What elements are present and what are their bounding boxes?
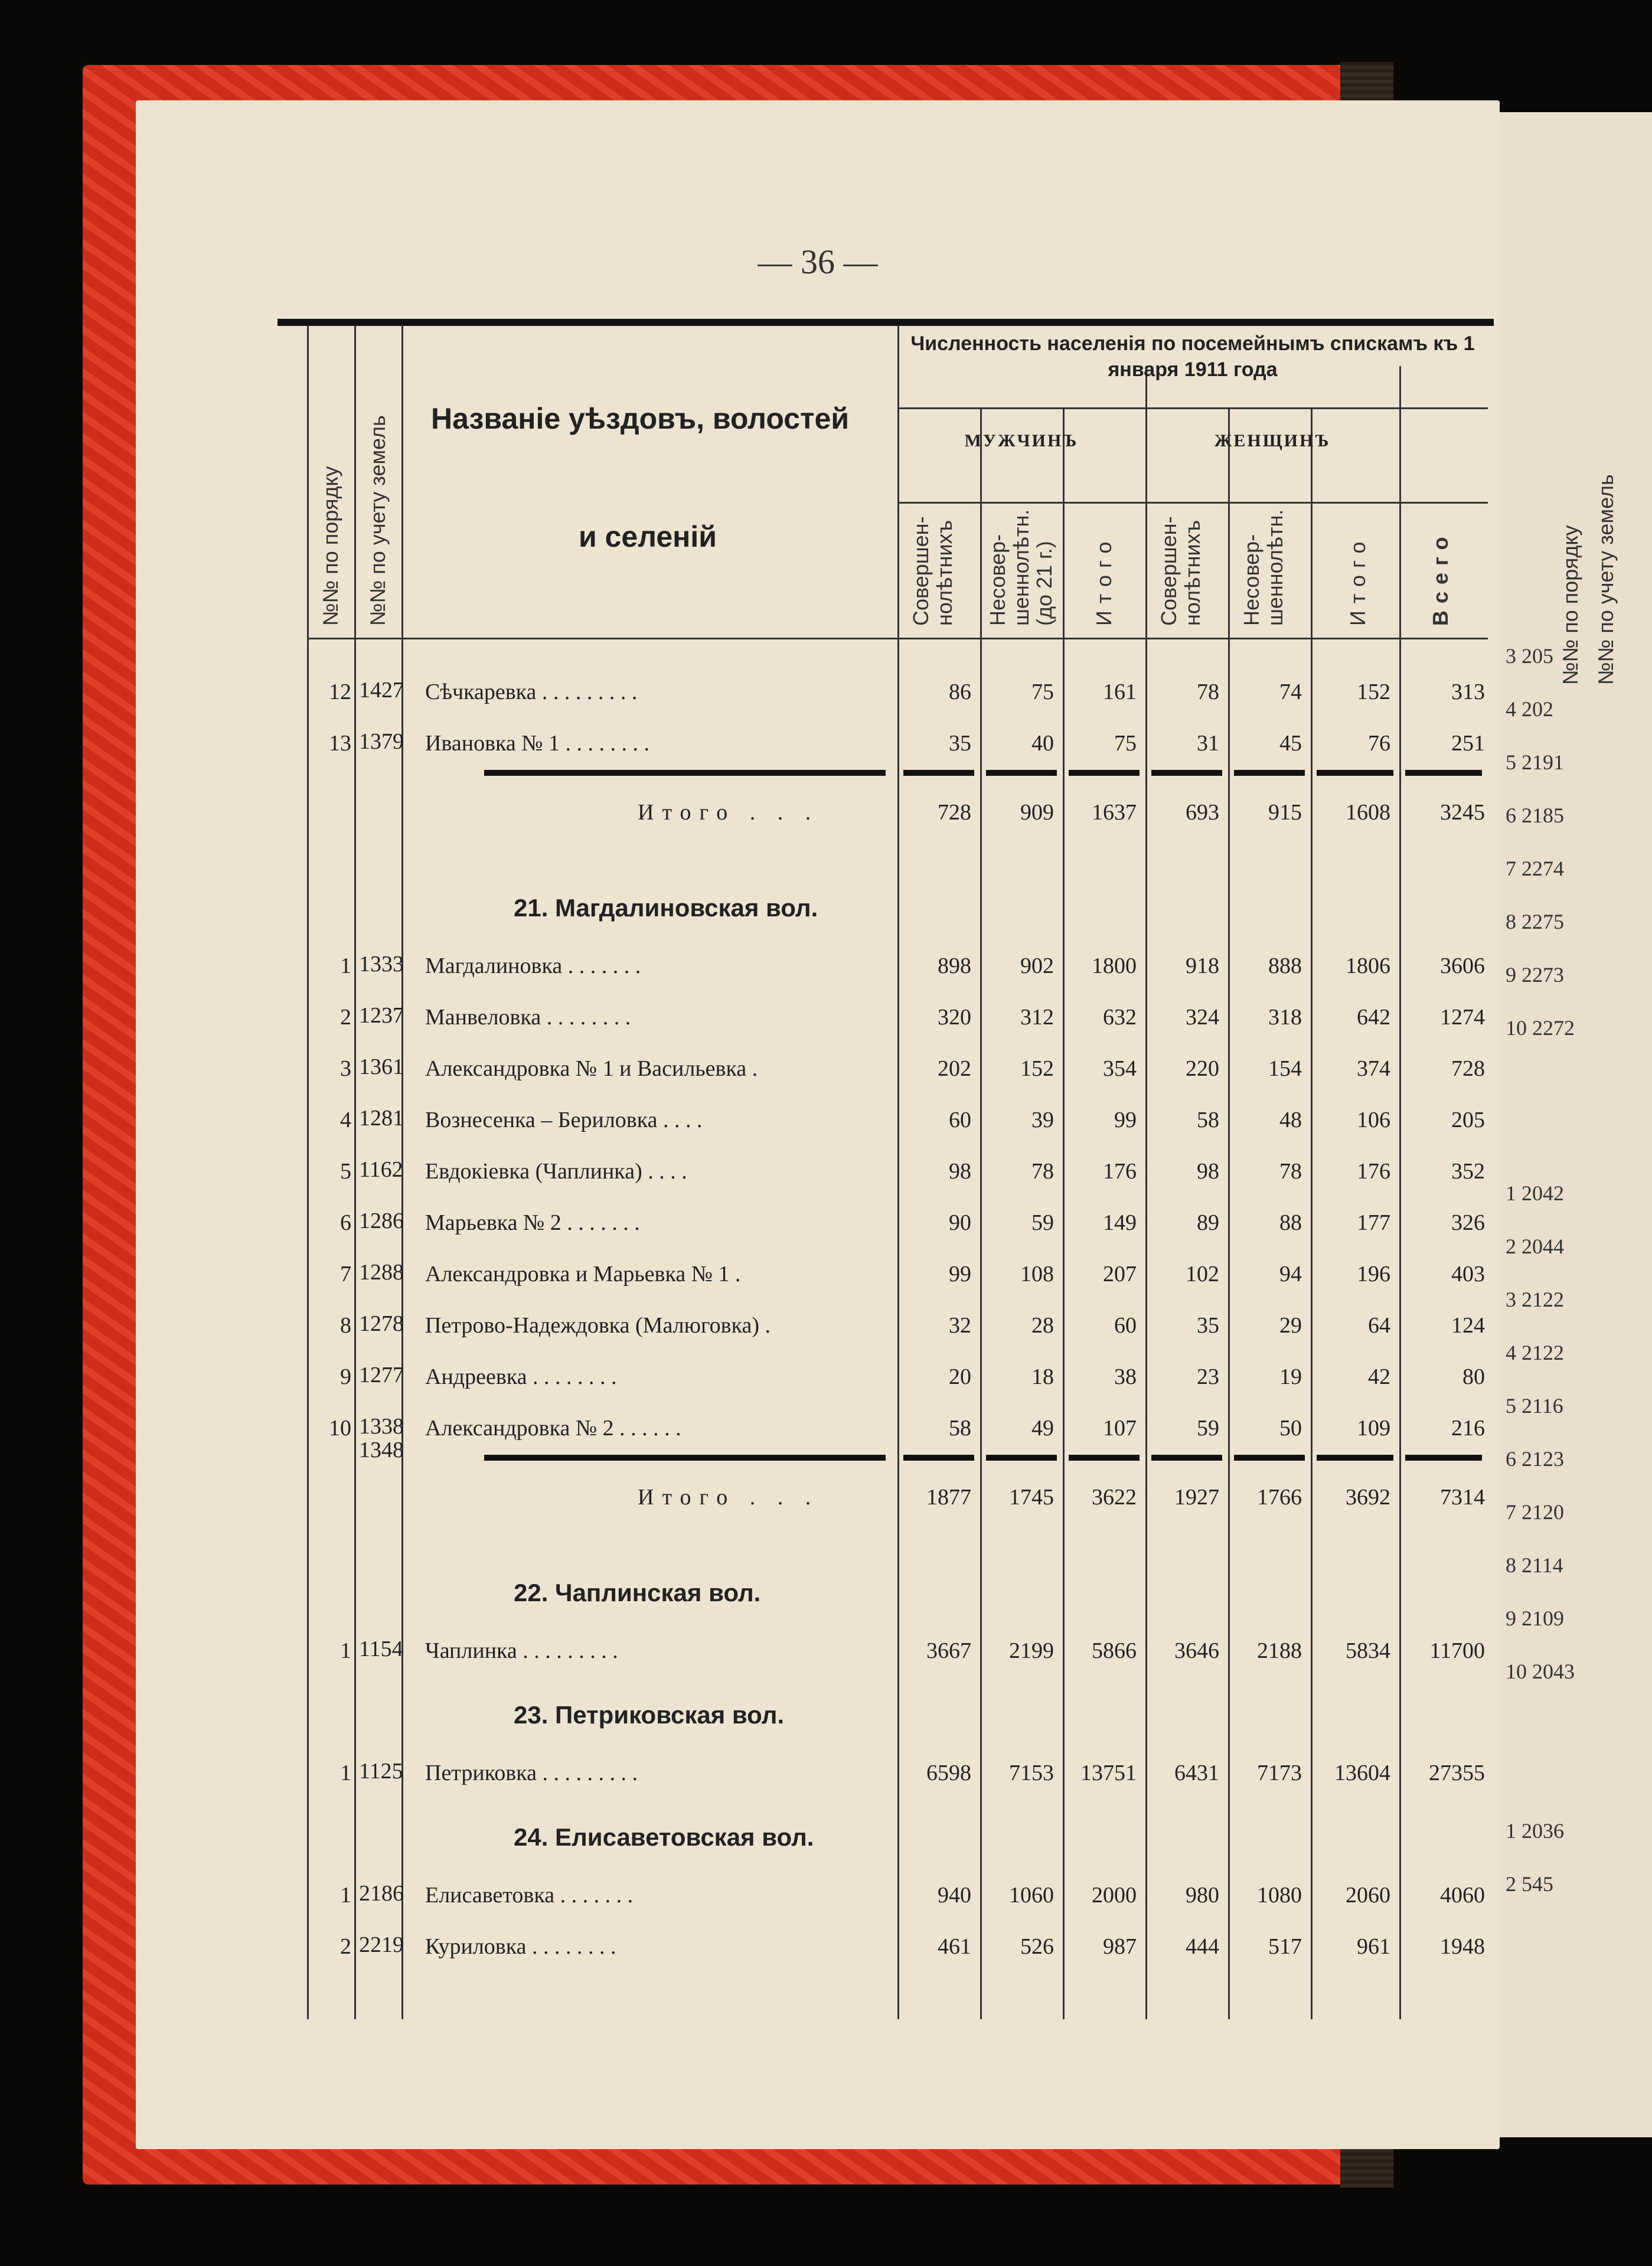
row-value: 99 <box>1114 1108 1137 1132</box>
total-separator <box>986 770 1057 776</box>
row-value: 99 <box>949 1262 971 1287</box>
row-value: 6431 <box>1174 1761 1219 1785</box>
row-value: 5866 <box>1092 1638 1137 1663</box>
row-value: 1806 <box>1346 954 1390 978</box>
row-value: 216 <box>1451 1416 1485 1441</box>
row-land: 1125 <box>359 1759 403 1784</box>
table-row <box>307 1882 1488 1929</box>
total-separator <box>484 1455 886 1461</box>
right-page-row: 6 2123 <box>1506 1447 1564 1471</box>
row-value: 318 <box>1268 1005 1302 1030</box>
row-value: 313 <box>1451 680 1485 704</box>
row-land: 1427 <box>359 678 404 703</box>
row-value: 1637 <box>1092 800 1137 825</box>
row-value: 918 <box>1186 954 1219 978</box>
row-land: 2219 <box>359 1932 404 1957</box>
row-value: 152 <box>1357 680 1390 704</box>
row-value: 90 <box>949 1210 971 1235</box>
row-value: 728 <box>1451 1056 1485 1081</box>
header-women-total: Итого <box>1346 534 1370 626</box>
row-order: 6 <box>340 1210 351 1235</box>
row-value: 7314 <box>1440 1485 1485 1510</box>
row-value: 50 <box>1279 1416 1302 1441</box>
row-name: Ивановка № 1 . . . . . . . . <box>425 731 650 756</box>
header-grand-total: Всего <box>1428 530 1452 626</box>
row-value: 642 <box>1357 1005 1390 1030</box>
row-value: 42 <box>1368 1364 1390 1389</box>
right-page-row: 6 2185 <box>1506 804 1564 827</box>
row-value: 202 <box>938 1056 971 1081</box>
right-page-row: 5 2191 <box>1506 750 1564 774</box>
row-value: 461 <box>938 1934 971 1959</box>
row-name: Евдокіевка (Чаплинка) . . . . <box>425 1159 687 1184</box>
row-value: 19 <box>1279 1364 1302 1389</box>
row-value: 13751 <box>1080 1761 1137 1785</box>
row-value: 3606 <box>1440 954 1485 978</box>
total-separator <box>1069 1455 1140 1461</box>
right-page-row: 2 545 <box>1506 1872 1553 1896</box>
header-men-adult: Совершен-нолѣтнихъ <box>909 516 956 626</box>
row-value: 902 <box>1020 954 1054 978</box>
table-row <box>307 1364 1488 1411</box>
row-value: 75 <box>1031 680 1054 704</box>
row-value: 3245 <box>1440 800 1485 825</box>
row-value: 23 <box>1197 1364 1219 1389</box>
row-land: 1162 <box>359 1157 403 1182</box>
row-value: 220 <box>1186 1056 1219 1081</box>
header-women: ЖЕНЩИНЪ <box>1214 431 1331 450</box>
right-page-row: 5 2116 <box>1506 1394 1563 1418</box>
row-value: 352 <box>1451 1159 1485 1184</box>
row-value: 106 <box>1357 1108 1390 1132</box>
row-value: 728 <box>938 800 971 825</box>
right-page-row: 7 2120 <box>1506 1500 1564 1524</box>
row-value: 940 <box>938 1883 971 1908</box>
right-header-land: №№ по учету земель <box>1594 474 1618 685</box>
total-separator <box>986 1455 1057 1461</box>
row-value: 32 <box>949 1313 971 1338</box>
row-name: Андреевка . . . . . . . . <box>425 1364 617 1389</box>
row-value: 18 <box>1031 1364 1054 1389</box>
row-value: 88 <box>1279 1210 1302 1235</box>
row-land: 1288 <box>359 1260 404 1285</box>
total-separator <box>1405 1455 1482 1461</box>
header-men-minor: Несовер-шеннолѣтн. (до 21 г.) <box>985 509 1057 626</box>
row-value: 1608 <box>1346 800 1390 825</box>
table-row <box>307 1158 1488 1206</box>
header-men-total: Итого <box>1092 534 1116 626</box>
row-value: 526 <box>1020 1934 1054 1959</box>
row-value: 517 <box>1268 1934 1302 1959</box>
row-order: 9 <box>340 1364 351 1389</box>
row-value: 320 <box>938 1005 971 1030</box>
right-page-row: 10 2272 <box>1506 1016 1575 1040</box>
right-page-row: 4 2122 <box>1506 1341 1564 1364</box>
row-value: 29 <box>1279 1313 1302 1338</box>
row-name: Александровка № 2 . . . . . . <box>425 1416 681 1441</box>
row-name: Петриковка . . . . . . . . . <box>425 1761 638 1785</box>
row-land: 1154 <box>359 1637 403 1661</box>
row-value: 11700 <box>1429 1638 1485 1663</box>
row-value: 149 <box>1103 1210 1137 1235</box>
row-land: 1338 1348 <box>359 1414 404 1462</box>
row-name: Манвеловка . . . . . . . . <box>425 1005 631 1030</box>
row-value: 35 <box>1197 1313 1219 1338</box>
row-value: 196 <box>1357 1262 1390 1287</box>
row-value: 58 <box>1197 1108 1219 1132</box>
row-name: Александровка и Марьевка № 1 . <box>425 1262 741 1287</box>
row-value: 403 <box>1451 1262 1485 1287</box>
row-value: 109 <box>1357 1416 1390 1441</box>
total-separator <box>1151 770 1222 776</box>
right-page-row: 10 2043 <box>1506 1660 1575 1683</box>
row-value: 161 <box>1103 680 1137 704</box>
row-value: 207 <box>1103 1262 1137 1287</box>
row-value: 909 <box>1020 800 1054 825</box>
total-separator <box>1069 770 1140 776</box>
header-name-1: Названіе уѣздовъ, волостей <box>431 402 850 435</box>
section-label: 24. Елисаветовская вол. <box>514 1823 814 1851</box>
total-separator <box>484 770 886 776</box>
right-page-row: 8 2114 <box>1506 1553 1563 1577</box>
total-separator <box>1234 1455 1305 1461</box>
row-value: 354 <box>1103 1056 1137 1081</box>
row-value: 980 <box>1186 1883 1219 1908</box>
row-value: 1800 <box>1092 954 1137 978</box>
table-row <box>307 679 1488 726</box>
row-value: 177 <box>1357 1210 1390 1235</box>
row-order: 2 <box>340 1934 351 1959</box>
row-value: 1877 <box>926 1485 971 1510</box>
header-order: №№ по порядку <box>318 466 342 626</box>
row-value: 3692 <box>1346 1485 1390 1510</box>
row-order: 12 <box>329 680 351 704</box>
row-value: 75 <box>1114 731 1137 756</box>
row-value: 86 <box>949 680 971 704</box>
row-value: 1745 <box>1009 1485 1054 1510</box>
section-label: 22. Чаплинская вол. <box>514 1579 761 1607</box>
section-label: 23. Петриковская вол. <box>514 1701 785 1729</box>
row-name: Сѣчкаревка . . . . . . . . . <box>425 680 638 704</box>
row-value: 107 <box>1103 1416 1137 1441</box>
row-value: 898 <box>938 954 971 978</box>
row-name: Магдалиновка . . . . . . . <box>425 954 641 978</box>
row-value: 102 <box>1186 1262 1219 1287</box>
row-land: 1361 <box>359 1054 404 1079</box>
row-value: 76 <box>1368 731 1390 756</box>
row-value: 3622 <box>1092 1485 1137 1510</box>
row-value: 48 <box>1279 1108 1302 1132</box>
row-order: 1 <box>340 1761 351 1785</box>
row-value: 98 <box>949 1159 971 1184</box>
right-page-row: 9 2273 <box>1506 963 1564 987</box>
header-women-minor: Несовер-шеннолѣтн. <box>1239 509 1287 626</box>
row-land: 1237 <box>359 1003 404 1028</box>
row-name: Куриловка . . . . . . . . <box>425 1934 616 1959</box>
row-value: 98 <box>1197 1159 1219 1184</box>
total-separator <box>1405 770 1482 776</box>
table-row <box>307 1760 1488 1807</box>
total-separator <box>1317 770 1393 776</box>
row-name: Марьевка № 2 . . . . . . . <box>425 1210 640 1235</box>
section-heading <box>307 1579 1488 1626</box>
row-order: 2 <box>340 1005 351 1030</box>
row-value: 108 <box>1020 1262 1054 1287</box>
row-value: 444 <box>1186 1934 1219 1959</box>
row-value: 27355 <box>1429 1761 1485 1785</box>
total-label: Итого . . . <box>638 1485 820 1510</box>
row-value: 7173 <box>1257 1761 1302 1785</box>
row-value: 7153 <box>1009 1761 1054 1785</box>
right-page <box>1500 112 1652 2137</box>
row-order: 8 <box>340 1313 351 1338</box>
section-label: 21. Магдалиновская вол. <box>514 894 818 922</box>
row-value: 693 <box>1186 800 1219 825</box>
right-page-row: 1 2042 <box>1506 1181 1564 1205</box>
right-page-row: 8 2275 <box>1506 910 1564 933</box>
row-value: 13604 <box>1334 1761 1390 1785</box>
row-value: 78 <box>1279 1159 1302 1184</box>
row-value: 49 <box>1031 1416 1054 1441</box>
right-page-row: 3 205 <box>1506 644 1553 668</box>
page-number: — 36 — <box>758 243 878 281</box>
table-row <box>307 1210 1488 1257</box>
total-separator <box>1317 1455 1393 1461</box>
row-value: 2188 <box>1257 1638 1302 1663</box>
row-value: 632 <box>1103 1005 1137 1030</box>
row-value: 35 <box>949 731 971 756</box>
table-row <box>307 1056 1488 1103</box>
section-heading <box>307 894 1488 941</box>
row-value: 59 <box>1197 1416 1219 1441</box>
row-name: Петрово-Надеждовка (Малюговка) . <box>425 1313 771 1338</box>
table-row <box>307 1004 1488 1052</box>
row-value: 326 <box>1451 1210 1485 1235</box>
row-value: 154 <box>1268 1056 1302 1081</box>
total-separator <box>903 1455 974 1461</box>
row-value: 28 <box>1031 1313 1054 1338</box>
row-order: 4 <box>340 1108 351 1132</box>
right-header-order: №№ по порядку <box>1558 525 1582 685</box>
right-page-row: 1 2036 <box>1506 1819 1564 1843</box>
row-value: 40 <box>1031 731 1054 756</box>
row-land: 1379 <box>359 729 404 754</box>
row-value: 58 <box>949 1416 971 1441</box>
row-value: 74 <box>1279 680 1302 704</box>
row-value: 20 <box>949 1364 971 1389</box>
row-value: 31 <box>1197 731 1219 756</box>
row-order: 7 <box>340 1262 351 1287</box>
row-value: 6598 <box>926 1761 971 1785</box>
row-value: 124 <box>1451 1313 1485 1338</box>
table-row <box>307 1107 1488 1154</box>
table-row <box>307 953 1488 1000</box>
row-value: 987 <box>1103 1934 1137 1959</box>
row-land: 1278 <box>359 1311 404 1336</box>
row-value: 3646 <box>1174 1638 1219 1663</box>
row-name: Елисаветовка . . . . . . . <box>425 1883 634 1908</box>
row-value: 45 <box>1279 731 1302 756</box>
row-value: 961 <box>1357 1934 1390 1959</box>
row-name: Александровка № 1 и Васильевка . <box>425 1056 758 1081</box>
row-value: 1766 <box>1257 1485 1302 1510</box>
row-name: Чаплинка . . . . . . . . . <box>425 1638 618 1663</box>
row-value: 78 <box>1197 680 1219 704</box>
row-value: 80 <box>1462 1364 1485 1389</box>
table-row <box>307 1261 1488 1308</box>
row-order: 1 <box>340 954 351 978</box>
row-name: Вознесенка – Бериловка . . . . <box>425 1108 703 1132</box>
total-separator <box>903 770 974 776</box>
right-page-row: 2 2044 <box>1506 1235 1564 1258</box>
row-value: 324 <box>1186 1005 1219 1030</box>
table-row <box>307 1312 1488 1360</box>
row-value: 89 <box>1197 1210 1219 1235</box>
row-value: 1927 <box>1174 1485 1219 1510</box>
header-men: МУЖЧИНЪ <box>964 431 1079 450</box>
row-order: 5 <box>340 1159 351 1184</box>
header-population: Численность населенія по посемейнымъ спискамъ къ 1 января 1911 года <box>910 332 1475 381</box>
row-value: 1060 <box>1009 1883 1054 1908</box>
row-order: 13 <box>329 731 351 756</box>
row-value: 1080 <box>1257 1883 1302 1908</box>
row-value: 152 <box>1020 1056 1054 1081</box>
row-value: 2199 <box>1009 1638 1054 1663</box>
row-value: 251 <box>1451 731 1485 756</box>
row-order: 3 <box>340 1056 351 1081</box>
row-value: 312 <box>1020 1005 1054 1030</box>
header-land: №№ по учету земель <box>365 415 390 626</box>
row-value: 60 <box>1114 1313 1137 1338</box>
row-value: 78 <box>1031 1159 1054 1184</box>
row-value: 888 <box>1268 954 1302 978</box>
total-row <box>307 1484 1488 1532</box>
row-value: 64 <box>1368 1313 1390 1338</box>
row-value: 5834 <box>1346 1638 1390 1663</box>
row-value: 205 <box>1451 1108 1485 1132</box>
row-value: 39 <box>1031 1108 1054 1132</box>
row-value: 4060 <box>1440 1883 1485 1908</box>
row-value: 3667 <box>926 1638 971 1663</box>
row-value: 59 <box>1031 1210 1054 1235</box>
row-value: 176 <box>1357 1159 1390 1184</box>
total-separator <box>1234 770 1305 776</box>
row-land: 1286 <box>359 1209 404 1233</box>
table-row <box>307 1934 1488 1981</box>
header-women-adult: Совершен-нолѣтнихъ <box>1157 516 1204 626</box>
row-value: 1274 <box>1440 1005 1485 1030</box>
right-page-row: 9 2109 <box>1506 1607 1564 1630</box>
row-land: 1277 <box>359 1363 404 1387</box>
section-heading <box>307 1701 1488 1748</box>
row-value: 176 <box>1103 1159 1137 1184</box>
row-order: 1 <box>340 1883 351 1908</box>
row-value: 60 <box>949 1108 971 1132</box>
row-value: 915 <box>1268 800 1302 825</box>
row-value: 2060 <box>1346 1883 1390 1908</box>
row-land: 1333 <box>359 952 404 977</box>
row-value: 2000 <box>1092 1883 1137 1908</box>
row-value: 1948 <box>1440 1934 1485 1959</box>
total-label: Итого . . . <box>638 800 820 825</box>
row-value: 38 <box>1114 1364 1137 1389</box>
row-value: 374 <box>1357 1056 1390 1081</box>
population-table <box>307 319 1488 2019</box>
total-row <box>307 799 1488 847</box>
right-page-row: 7 2274 <box>1506 857 1564 880</box>
right-page-row: 4 202 <box>1506 697 1553 721</box>
header-name-2: и селеній <box>579 520 717 553</box>
total-separator <box>1151 1455 1222 1461</box>
section-heading <box>307 1823 1488 1870</box>
row-value: 94 <box>1279 1262 1302 1287</box>
row-land: 2186 <box>359 1881 404 1906</box>
row-land: 1281 <box>359 1106 404 1131</box>
right-page-row: 3 2122 <box>1506 1288 1564 1311</box>
row-order: 10 <box>329 1416 351 1441</box>
row-order: 1 <box>340 1638 351 1663</box>
table-row <box>307 1638 1488 1685</box>
